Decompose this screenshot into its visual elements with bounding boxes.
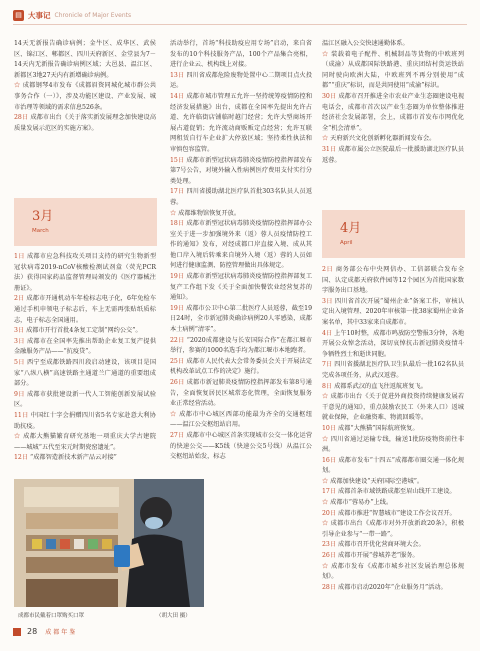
- calendar-icon: ▤: [13, 10, 24, 21]
- entry-date: 12日: [14, 454, 29, 462]
- entry-text: 成都市出台《成都市对外开放新政20条》，积极引导企业参与“一带一路”。: [322, 520, 465, 538]
- entry-date: ☆: [322, 135, 329, 143]
- chronicle-entry: [322, 424, 464, 435]
- entry-text: 成都市开展“蓉城养老”服务。: [338, 552, 419, 560]
- chronicle-entry: [322, 487, 464, 498]
- chronicle-entry: [322, 382, 464, 393]
- chronicle-entry: [14, 252, 156, 294]
- chronicle-entry: [170, 357, 312, 378]
- page-number: 28: [27, 627, 38, 636]
- entry-text: 装载着电子配件、机械制品等货物的中欧班列（成渝）从成都国际铁路港、重庆团结村货运铁站同时驶向欧洲大陆，中欧班列不再分别使用“成都”“重庆”标识，而是共同使用“成渝”标识。: [322, 50, 465, 90]
- col2-entries: [170, 39, 312, 463]
- entry-text: 成都市人民代表大会常务委员会关于开展法定机构改革试点工作的决定》施行。: [170, 357, 313, 376]
- entry-date: 19日: [170, 273, 185, 281]
- entry-date: 26日: [170, 379, 185, 386]
- entry-text: 西宁至成都铁路四川段启动建设，该项目是国家“八纵八横”高速铁路主通道兰广通道的重要组成部分。: [14, 358, 157, 388]
- entry-date: 7日: [322, 361, 333, 369]
- entry-text: 成都市出台《关于落实新发展理念加快建设高质量发展示范区的实施方案》。: [14, 114, 157, 132]
- entry-date: ☆: [322, 520, 329, 528]
- entry-text: 成都系武汉的直飞往返航班复飞。: [334, 382, 427, 390]
- entry-text: 四川省通过运输专线，输送1批防疫物资前往非洲。: [322, 435, 465, 454]
- photo-credit: （胡大田 摄）: [156, 613, 191, 619]
- entry-date: 2日: [14, 295, 25, 303]
- entry-text: 成都市开通机动车年检标志电子化，6年免检车通过手机申领电子标志后，车上无需再张贴纸质标志，电子标志全国通用。: [14, 295, 157, 324]
- chronicle-entry: [170, 336, 312, 357]
- entry-date: ☆: [322, 477, 329, 485]
- chronicle-entry: [322, 392, 464, 424]
- chronicle-entry: [14, 326, 156, 337]
- entry-text: 四川省援助湖北医疗队首批303名队员人员返蓉。: [170, 188, 313, 206]
- entry-text: 成都维物馆恢复开放。: [178, 209, 241, 217]
- entry-date: 10日: [322, 424, 337, 432]
- chronicle-entry: [170, 410, 312, 431]
- footer-marker: [13, 628, 21, 636]
- entry-date: ☆: [170, 209, 177, 217]
- entry-date: ☆: [170, 410, 177, 418]
- entry-date: 4日: [322, 329, 333, 337]
- entry-text: 温江区融入公交快速通勤体系。: [322, 40, 409, 47]
- entry-date: 1日: [14, 253, 25, 260]
- entry-text: 成都市属公立医院最后一批援助湖北医疗队员返蓉。: [322, 145, 465, 164]
- entry-text: 四川省成都危险废物处置中心二期项目点火投运。: [170, 71, 313, 90]
- chronicle-entry: [322, 551, 464, 562]
- chronicle-entry: [14, 39, 156, 81]
- entry-date: 13日: [170, 71, 185, 79]
- entry-text: 成都市城市管理五允许一坚持统筹疫情防控和经济发展措施》出台，成都在全国率先提出允许占道、允许临街店铺临时越门经营；允许大型商场开展占道促销；允许流动商贩贩定点经营；允许互联网租赁自行车企业扩大停放区域；坚持柔性执法和审慎包容监管。: [170, 92, 313, 153]
- entry-text: 成都市中心城区西部功能最为齐全的交通枢纽——温江公交枢纽站启用。: [170, 410, 313, 429]
- entry-text: 成都市中心城区首条实现城市公交一体化运营的快速公交——K5线（快速公交5号线）从温江公交枢纽站始发，标志: [170, 431, 313, 461]
- entry-date: 23日: [322, 541, 337, 549]
- chronicle-entry: [322, 297, 464, 329]
- col3-top-entries: [322, 39, 464, 166]
- entry-text: 成都市新冠肺炎疫情防控指挥部发布第8号通告，全面恢复居民区城常态化管理，全面恢复服务业正常经营活动。: [170, 379, 312, 408]
- month-number: 3月: [32, 209, 54, 224]
- entry-date: ☆: [322, 499, 329, 507]
- entry-date: 31日: [322, 145, 337, 153]
- chronicle-entry: [170, 219, 312, 272]
- entry-text: 成都市发布《成都市城乡社区发展治理总体规划》。: [322, 562, 465, 581]
- chronicle-entry: [170, 71, 312, 92]
- entry-text: 成都市“蓉易办”上线。: [330, 499, 393, 507]
- entry-text: 成都首条市域铁路成都至眉山线开工建设。: [338, 488, 456, 496]
- entry-text: 成都市在全国率先推出帮助企业复工复产提供金融服务产品——“抗疫贷”。: [14, 337, 157, 356]
- chronicle-entry: [14, 358, 156, 390]
- entry-text: 成都市新型冠状病毒肺炎疫情防控指挥部办公室关于进一步加强境外来（返）蓉人员疫情防控工作的通知》发布，对经成都口岸直接入境、成从其他口岸入境后转乘来自境外入境（返）蓉的人员如何进行健康监测、防控管理做出具体规定。: [170, 220, 313, 270]
- entry-text: 14天无新报告确诊病例；金牛区、成华区、武侯区、锦江区、郫都区、四川天府新区、金堂县为7－14天内无新报告确诊病例区域；大邑县、温江区、新都区3地27天内有新增确诊病例。: [14, 40, 156, 79]
- chronicle-entry: [322, 134, 464, 145]
- entry-text: 成都市召开推进全市农业产业生态圈建设电视电话会，成都市首次以产业生态圈为单位整体推进经济社会发展部署，会上，成都市首发布市网优化全“机会清单”。: [322, 92, 465, 132]
- entry-date: 27日: [170, 431, 185, 439]
- entry-text: 成都加快建设“天府国际空港城”。: [330, 477, 424, 485]
- chronicle-entry: [322, 145, 464, 166]
- chronicle-entry: [322, 509, 464, 520]
- entry-text: 成都市公卫中心第二批医疗人员返蓉，截至19日24时，全市新冠肺炎确诊病例20人零感染，成都本土病例“清零”。: [170, 304, 313, 334]
- chronicle-entry: [14, 113, 156, 134]
- entry-date: 17日: [322, 488, 337, 496]
- entry-date: 20日: [322, 509, 337, 517]
- entry-text: 成都市新型冠状病毒肺炎疫情防控指挥部发布第7号公告，对境外输入性病例医疗费用支付实行分类处理。: [170, 156, 313, 185]
- month-number: 4月: [340, 221, 362, 236]
- month-march-banner: [14, 198, 157, 246]
- section-subtitle: Chronicle of Major Events: [54, 11, 132, 19]
- march-entries: [14, 252, 156, 464]
- entry-date: 3日: [14, 337, 25, 345]
- entry-date: 18日: [170, 220, 185, 228]
- chronicle-entry: [322, 456, 464, 477]
- chronicle-entry: [322, 50, 464, 92]
- chronicle-entry: [170, 209, 312, 220]
- entry-text: 四川省首次开展“蜀州企业”备案工作，审核认定出入境管理、2020年审核第一批38家蜀州企业备案名单，其中33家来自成都市。: [322, 297, 465, 326]
- chronicle-entry: [322, 265, 464, 297]
- column-3: [322, 39, 464, 166]
- chronicle-entry: [322, 477, 464, 488]
- entry-text: 成都大熊猫繁育研究基地一项重庆大学古建院——城城“五代至宋元时期瓷窑遗址”。: [14, 433, 157, 451]
- chronicle-entry: [322, 498, 464, 509]
- header: [13, 8, 131, 22]
- entry-date: ☆: [14, 82, 21, 90]
- entry-text: 商务部公布中央网信办、工信部联合发布全国、认定成都天府软件园等12个园区为首批国家数字服务出口基地。: [322, 266, 465, 295]
- entry-date: 3日: [322, 297, 333, 305]
- chronicle-entry: [170, 92, 312, 156]
- chronicle-entry: [322, 519, 464, 540]
- chronicle-entry: [322, 360, 464, 381]
- entry-date: 8日: [322, 382, 333, 390]
- entry-text: 天府新兴文化创新孵化器新闻发布会。: [330, 135, 436, 143]
- month-english: March: [32, 228, 49, 234]
- chronicle-entry: [170, 431, 312, 463]
- entry-date: 25日: [170, 357, 185, 365]
- chronicle-entry: [14, 411, 156, 432]
- chronicle-entry: [14, 294, 156, 326]
- header-divider: [13, 24, 467, 25]
- entry-date: 2日: [322, 266, 334, 273]
- column-2: [170, 39, 312, 463]
- chronicle-entry: [14, 390, 156, 411]
- entry-date: ☆: [322, 435, 329, 443]
- entry-text: 成都市出台《关于促进外商投资持续健康发展若干意见的通知》，重点鼓励农民工（外来人口）返城就业保障，企业融资难、物流回暖等。: [322, 393, 465, 422]
- entry-date: 3日: [14, 327, 25, 335]
- chronicle-entry: [322, 540, 464, 551]
- entry-date: ☆: [14, 433, 21, 441]
- chronicle-entry: [170, 187, 312, 208]
- entry-text: 成都市推进“智慧城市”建设工作会议召开。: [338, 509, 456, 517]
- chronicle-entry: [322, 92, 464, 134]
- chronicle-entry: [322, 562, 464, 583]
- col1-top-entries: [14, 39, 156, 134]
- month-april-banner: [322, 210, 465, 258]
- entry-text: 中国红十字会捐赠四川省5名专家赴意大利协助抗疫。: [14, 411, 156, 430]
- entry-date: 22日: [170, 336, 185, 344]
- magazine-name: 成都年鉴: [45, 629, 78, 636]
- entry-date: 9日: [14, 390, 25, 398]
- entry-date: 11日: [14, 411, 29, 419]
- entry-date: 14日: [170, 92, 185, 100]
- entry-date: 16日: [322, 456, 337, 464]
- chronicle-entry: [170, 378, 312, 410]
- entry-date: ☆: [322, 562, 329, 570]
- chronicle-entry: [322, 583, 464, 594]
- entry-date: 28日: [14, 114, 29, 122]
- footer: [13, 627, 77, 636]
- entry-text: 成都市发布“十四五”成都都市圈交通一体化规划。: [322, 456, 465, 475]
- entry-date: 26日: [322, 552, 337, 560]
- entry-text: 成都市应急科技攻关项目支持的研究生物新型冠状病毒2019-nCoV核酸检测试剂盒（荧光PCR法）获得国家药品监督管理局颁发的《医疗器械注册证》。: [14, 253, 157, 292]
- entry-date: 5日: [14, 358, 25, 366]
- chronicle-entry: [14, 453, 156, 464]
- chronicle-entry: [170, 272, 312, 304]
- entry-text: 四川省援湖北医疗队卫生队最后一批162名队员完成各项任务，从武汉返蓉。: [322, 361, 465, 379]
- entry-text: 成都“大熊猫”国际航班恢复。: [338, 424, 419, 432]
- chronicle-entry: [322, 435, 464, 456]
- chronicle-entry: [14, 337, 156, 358]
- chronicle-entry: [14, 81, 156, 113]
- entry-text: 成都市召开优化营商环境大会。: [338, 541, 425, 549]
- column-3-april: [322, 265, 464, 593]
- photo-mask-purchase: [14, 479, 204, 607]
- entry-text: 成都市开行首批4条复工定制“网约公交”。: [26, 327, 142, 335]
- column-1-march: [14, 252, 156, 464]
- entry-date: ☆: [322, 50, 329, 58]
- entry-date: 19日: [170, 304, 185, 312]
- chronicle-entry: [170, 304, 312, 336]
- column-1: [14, 39, 156, 134]
- entry-date: ☆: [322, 393, 329, 401]
- chronicle-entry: [170, 39, 312, 71]
- photo-image: [14, 479, 204, 607]
- chronicle-entry: [322, 329, 464, 361]
- chronicle-entry: [322, 39, 464, 50]
- chronicle-entry: [170, 156, 312, 188]
- entry-text: “2020成都建设与长安国际合作”在都江堰市举行，参赛的1000名选手均为都江堰市本地跑者。: [170, 336, 313, 355]
- section-title: 大事记: [28, 10, 51, 20]
- entry-text: 上午10时整，成都市鸣放防空警报3分钟，各地开展公众悼念活动，深切哀悼抗击新冠肺炎疫情斗争牺牲烈士和逝世同胞。: [322, 329, 465, 358]
- entry-text: “成都智造新技术新产品云对接”: [30, 454, 117, 462]
- entry-text: 成都市启动2020年“企业服务月”活动。: [338, 583, 447, 591]
- entry-text: 成都市获批建设新一代人工智能创新发展试验区。: [14, 390, 157, 409]
- chronicle-entry: [14, 432, 156, 453]
- entry-text: 活动举行，首场“科技助疫应用专场”启动，来自省发布的10个科技服务产品，100个产品集合亮相，进行企业云、机构线上对接。: [170, 40, 312, 69]
- entry-text: 成都市新型冠状病毒肺炎疫情防控指挥部复工复产工作组下发《关于全面加快餐饮业经营复苏的通知》。: [170, 273, 313, 302]
- entry-date: 17日: [170, 188, 185, 196]
- entry-text: 成都钢琴4市发布《成都眉资同城化城市群公共事务合作（一）》，涉及功能区建设、产业发展、城市治理等领域的需求信息526条。: [14, 82, 157, 111]
- photo-caption: 成都市民戴着口罩购买口罩: [18, 613, 85, 619]
- april-entries: [322, 265, 464, 593]
- entry-date: 30日: [322, 92, 337, 100]
- month-english: April: [340, 240, 353, 246]
- entry-date: 28日: [322, 583, 337, 591]
- entry-date: 15日: [170, 156, 185, 164]
